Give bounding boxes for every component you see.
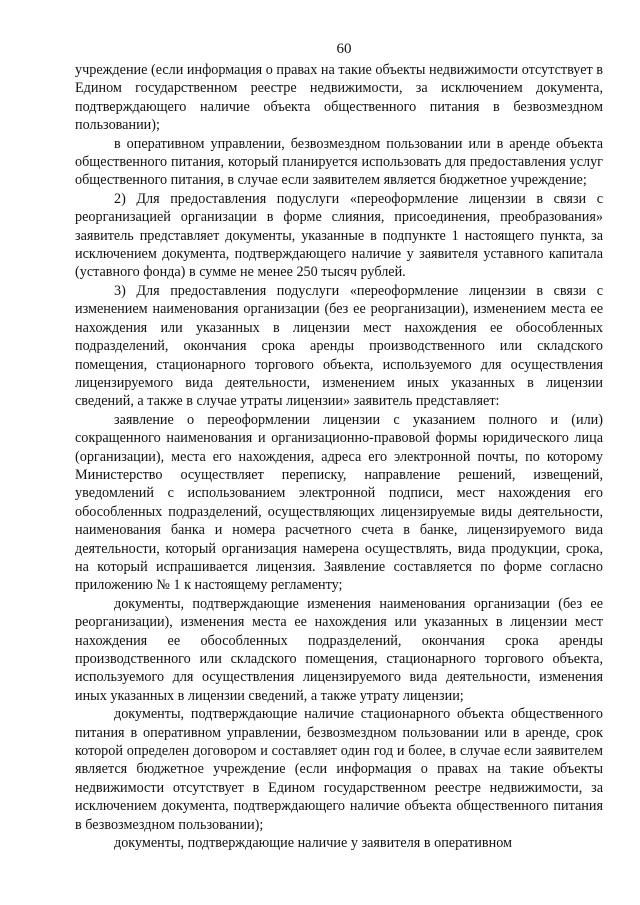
paragraph: в оперативном управлении, безвозмездном пользовании или в аренде объекта общественного питания, который планируется использовать для предоставления услуг общественного питания, в случае если заявителем является бюджетное учреждение; bbox=[75, 135, 603, 189]
document-body bbox=[75, 61, 603, 852]
paragraph: 3) Для предоставления подуслуги «переоформление лицензии в связи с изменением наименования организации (без ее реорганизации), изменением места ее нахождения или указанных в лицензии мест нахождения ее обособленных подразделений, окончания срока аренды производственного или складского помещения, стационарного торгового объекта, используемого для осуществления лицензируемого вида деятельности, изменением иных указанных в лицензии сведений, а также в случае утраты лицензии» заявитель представляет: bbox=[75, 282, 603, 410]
paragraph: документы, подтверждающие изменения наименования организации (без ее реорганизации), изменения места ее нахождения или указанных в лицензии мест нахождения ее обособленных подразделений, окончания срока аренды производственного или складского помещения, стационарного торгового объекта, используемого для осуществления лицензируемого вида деятельности, изменения иных указанных в лицензии сведений, а также утрату лицензии; bbox=[75, 595, 603, 704]
paragraph: 2) Для предоставления подуслуги «переоформление лицензии в связи с реорганизацией организации в форме слияния, присоединения, преобразования» заявитель представляет документы, указанные в подпункте 1 настоящего пункта, за исключением документа, подтверждающего наличие у заявителя уставного капитала (уставного фонда) в сумме не менее 250 тысяч рублей. bbox=[75, 190, 603, 281]
page-number: 60 bbox=[336, 41, 352, 57]
paragraph: заявление о переоформлении лицензии с указанием полного и (или) сокращенного наименования и организационно-правовой формы юридического лица (организации), места его нахождения, адреса его электронной почты, по которому Министерство осуществляет переписку, направление решений, извещений, уведомлений с использованием электронной подписи, мест нахождения его обособленных подразделений, осуществляющих лицензируемые виды деятельности, наименования банка и номера расчетного счета в банке, лицензируемого вида деятельности, который организация намерена осуществлять, вида продукции, срока, на который испрашивается лицензия. Заявление составляется по форме согласно приложению № 1 к настоящему регламенту; bbox=[75, 411, 603, 594]
paragraph: документы, подтверждающие наличие у заявителя в оперативном bbox=[114, 835, 512, 852]
paragraph: учреждение (если информация о правах на такие объекты недвижимости отсутствует в Едином государственном реестре недвижимости, за исключением документа, подтверждающего наличие объекта общественного питания в безвозмездном пользовании); bbox=[75, 62, 603, 134]
paragraph: документы, подтверждающие наличие стационарного объекта общественного питания в оперативном управлении, безвозмездном пользовании или в аренде, срок которой определен договором и составляет один год и более, в случае если заявителем является бюджетное учреждение (если информация о правах на такие объекты недвижимости отсутствует в Едином государственном реестре недвижимости, за исключением документа, подтверждающего наличие объекта общественного питания в безвозмездном пользовании); bbox=[75, 706, 603, 833]
